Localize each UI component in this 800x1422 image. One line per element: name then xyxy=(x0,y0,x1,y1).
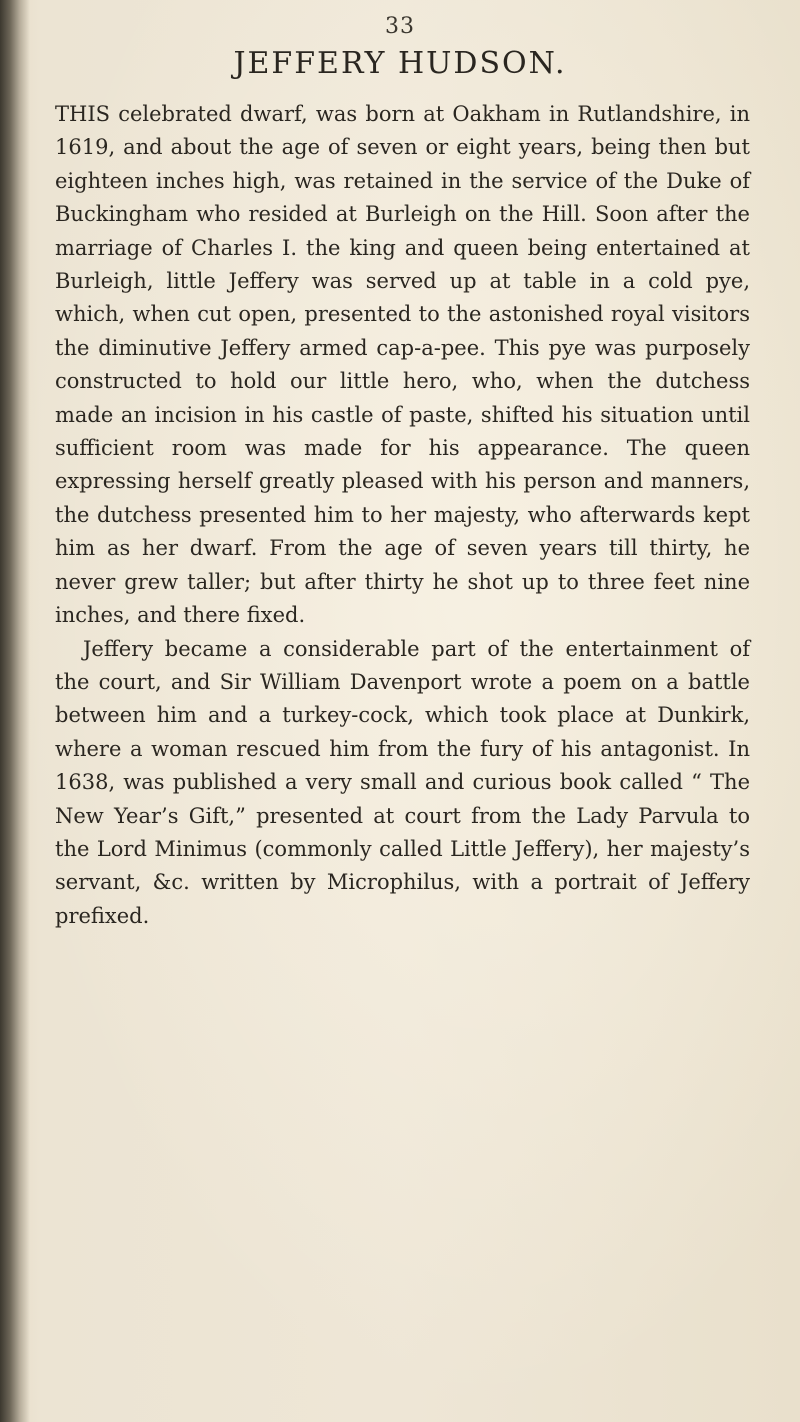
page-binding-edge xyxy=(0,0,30,1422)
paragraph: THIS celebrated dwarf, was born at Oakham in Rutlandshire, in 1619, and about the age of seven or eight years, being then but eighteen inches high, was retained in the service of the Duke of Buckingham who resided at Burleigh on the Hill. Soon after the marriage of Charles I. the king and queen being entertained at Burleigh, little Jeffery was served up at table in a cold pye, which, when cut open, presented to the astonished royal visitors the diminutive Jeffery armed cap-a-pee. This pye was purposely constructed to hold our little hero, who, when the dutchess made an incision in his castle of paste, shifted his situation until sufficient room was made for his appearance. The queen expressing herself greatly pleased with his person and manners, the dutchess presented him to her majesty, who afterwards kept him as her dwarf. From the age of seven years till thirty, he never grew taller; but after thirty he shot up to three feet nine inches, and there fixed. xyxy=(55,102,750,628)
page-title: JEFFERY HUDSON. xyxy=(233,46,567,81)
page-number: 33 xyxy=(385,14,415,39)
paragraph: Jeffery became a considerable part of the entertainment of the court, and Sir William Davenport wrote a poem on a battle between him and a turkey-cock, which took place at Dunkirk, where a woman rescued him from the fury of his antagonist. In 1638, was published a very small and curious book called “ The New Year’s Gift,” presented at court from the Lady Parvula to the Lord Minimus (commonly called Little Jeffery), her majesty’s servant, &c. written by Microphilus, with a portrait of Jeffery prefixed. xyxy=(55,636,750,928)
body-text xyxy=(55,98,750,933)
